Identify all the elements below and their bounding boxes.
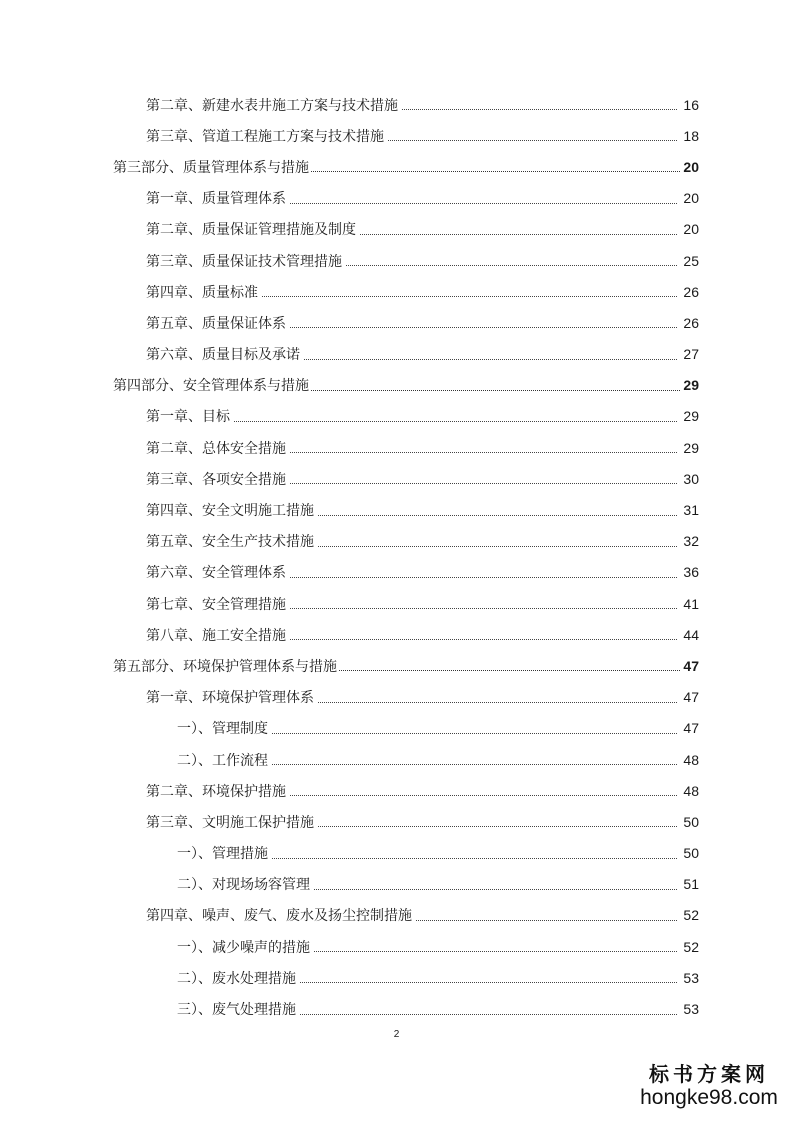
toc-entry[interactable] (0, 557, 793, 588)
toc-entry[interactable] (0, 838, 793, 869)
toc-entry-page: 20 (683, 158, 699, 175)
toc-dot-leader (318, 702, 677, 703)
toc-entry-title: 一）、管理措施 (177, 846, 268, 863)
toc-entry-page: 31 (683, 502, 699, 519)
toc-entry[interactable] (0, 401, 793, 432)
toc-dot-leader (402, 109, 677, 110)
toc-dot-leader (300, 982, 677, 983)
toc-entry[interactable] (0, 214, 793, 245)
toc-entry-title: 第七章、安全管理措施 (146, 596, 286, 613)
toc-entry[interactable] (0, 775, 793, 806)
toc-dot-leader (318, 515, 677, 516)
toc-entry-page: 47 (683, 720, 699, 737)
toc-entry-page: 47 (683, 689, 699, 706)
toc-dot-leader (416, 920, 677, 921)
toc-dot-leader (272, 858, 677, 859)
toc-entry[interactable] (0, 962, 793, 993)
toc-entry[interactable] (0, 900, 793, 931)
toc-entry-title: 三）、废气处理措施 (177, 1002, 296, 1019)
toc-entry-title: 二）、废水处理措施 (177, 970, 296, 987)
toc-entry-page: 53 (683, 969, 699, 986)
toc-entry[interactable] (0, 993, 793, 1024)
toc-entry[interactable] (0, 494, 793, 525)
toc-entry-title: 第三章、管道工程施工方案与技术措施 (146, 128, 384, 145)
toc-entry-title: 第三部分、质量管理体系与措施 (113, 159, 309, 176)
toc-entry-title: 二）、工作流程 (177, 752, 268, 769)
toc-entry[interactable] (0, 526, 793, 557)
toc-entry-page: 51 (683, 876, 699, 893)
toc-entry[interactable] (0, 463, 793, 494)
toc-entry-page: 20 (683, 190, 699, 207)
toc-entry-page: 32 (683, 533, 699, 550)
toc-entry-page: 29 (683, 377, 699, 394)
toc-entry-page: 29 (683, 408, 699, 425)
toc-entry-title: 第五章、安全生产技术措施 (146, 534, 314, 551)
toc-entry-page: 25 (683, 252, 699, 269)
toc-entry[interactable] (0, 120, 793, 151)
toc-entry[interactable] (0, 682, 793, 713)
toc-dot-leader (262, 296, 677, 297)
toc-entry-page: 36 (683, 564, 699, 581)
watermark-logo (639, 1062, 779, 1110)
toc-entry-page: 26 (683, 283, 699, 300)
toc-dot-leader (360, 234, 677, 235)
toc-dot-leader (388, 140, 677, 141)
toc-dot-leader (290, 203, 677, 204)
toc-dot-leader (234, 421, 677, 422)
toc-entry-title: 第六章、安全管理体系 (146, 565, 286, 582)
watermark-name: 标书方案网 (649, 1062, 769, 1086)
toc-entry-title: 第二章、总体安全措施 (146, 440, 286, 457)
toc-entry-page: 26 (683, 314, 699, 331)
toc-dot-leader (290, 327, 677, 328)
toc-entry-title: 第四章、噪声、废气、废水及扬尘控制措施 (146, 908, 412, 925)
toc-dot-leader (290, 639, 677, 640)
toc-entry[interactable] (0, 432, 793, 463)
toc-entry[interactable] (0, 619, 793, 650)
toc-entry-title: 第三章、质量保证技术管理措施 (146, 253, 342, 270)
toc-entry[interactable] (0, 806, 793, 837)
toc-entry[interactable] (0, 588, 793, 619)
toc-entry-title: 第五章、质量保证体系 (146, 315, 286, 332)
page-number: 2 (393, 1029, 400, 1040)
toc-entry-title: 一）、管理制度 (177, 721, 268, 738)
toc-entry-title: 第五部分、环境保护管理体系与措施 (113, 658, 337, 675)
toc-entry-page: 50 (683, 845, 699, 862)
toc-entry-page: 52 (683, 907, 699, 924)
toc-entry-page: 20 (683, 221, 699, 238)
toc-entry-page: 29 (683, 439, 699, 456)
toc-entry-title: 第八章、施工安全措施 (146, 627, 286, 644)
toc-entry-title: 第四章、质量标准 (146, 284, 258, 301)
table-of-contents (0, 89, 793, 1025)
toc-entry[interactable] (0, 931, 793, 962)
toc-dot-leader (318, 546, 677, 547)
toc-dot-leader (272, 733, 677, 734)
toc-entry-page: 50 (683, 813, 699, 830)
toc-entry-page: 53 (683, 1001, 699, 1018)
toc-entry-title: 第一章、目标 (146, 409, 230, 426)
toc-entry-title: 第三章、文明施工保护措施 (146, 814, 314, 831)
toc-entry-title: 第六章、质量目标及承诺 (146, 347, 300, 364)
toc-entry-page: 48 (683, 751, 699, 768)
toc-dot-leader (314, 889, 677, 890)
toc-entry-title: 第二章、质量保证管理措施及制度 (146, 222, 356, 239)
toc-entry-title: 第一章、质量管理体系 (146, 191, 286, 208)
toc-entry[interactable] (0, 307, 793, 338)
toc-dot-leader (290, 577, 677, 578)
toc-dot-leader (290, 795, 677, 796)
toc-entry-title: 第二章、新建水表井施工方案与技术措施 (146, 97, 398, 114)
toc-entry[interactable] (0, 370, 793, 401)
toc-dot-leader (311, 390, 680, 391)
toc-dot-leader (346, 265, 677, 266)
toc-entry-title: 第二章、环境保护措施 (146, 783, 286, 800)
toc-dot-leader (290, 452, 677, 453)
toc-entry-page: 41 (683, 595, 699, 612)
toc-dot-leader (272, 764, 677, 765)
toc-dot-leader (311, 171, 680, 172)
toc-entry-page: 52 (683, 938, 699, 955)
toc-entry-page: 27 (683, 346, 699, 363)
toc-dot-leader (314, 951, 677, 952)
toc-entry[interactable] (0, 713, 793, 744)
toc-entry-title: 第四章、安全文明施工措施 (146, 503, 314, 520)
toc-entry-page: 44 (683, 626, 699, 643)
toc-dot-leader (290, 483, 677, 484)
toc-entry-page: 30 (683, 470, 699, 487)
toc-entry-title: 二）、对现场场容管理 (177, 877, 310, 894)
toc-entry-page: 47 (683, 657, 699, 674)
toc-dot-leader (290, 608, 677, 609)
toc-entry-page: 16 (683, 96, 699, 113)
toc-entry[interactable] (0, 339, 793, 370)
toc-dot-leader (304, 359, 677, 360)
toc-entry-title: 第四部分、安全管理体系与措施 (113, 378, 309, 395)
watermark-url: hongke98.com (640, 1086, 778, 1109)
toc-dot-leader (318, 826, 677, 827)
toc-entry[interactable] (0, 183, 793, 214)
toc-entry-title: 第三章、各项安全措施 (146, 471, 286, 488)
toc-entry[interactable] (0, 650, 793, 681)
toc-entry-page: 48 (683, 782, 699, 799)
toc-entry[interactable] (0, 89, 793, 120)
toc-entry-title: 第一章、环境保护管理体系 (146, 690, 314, 707)
toc-entry-title: 一）、减少噪声的措施 (177, 939, 310, 956)
toc-entry[interactable] (0, 744, 793, 775)
toc-entry-page: 18 (683, 127, 699, 144)
toc-entry[interactable] (0, 245, 793, 276)
toc-entry[interactable] (0, 276, 793, 307)
toc-entry[interactable] (0, 151, 793, 182)
toc-entry[interactable] (0, 869, 793, 900)
toc-dot-leader (339, 670, 680, 671)
toc-dot-leader (300, 1014, 677, 1015)
